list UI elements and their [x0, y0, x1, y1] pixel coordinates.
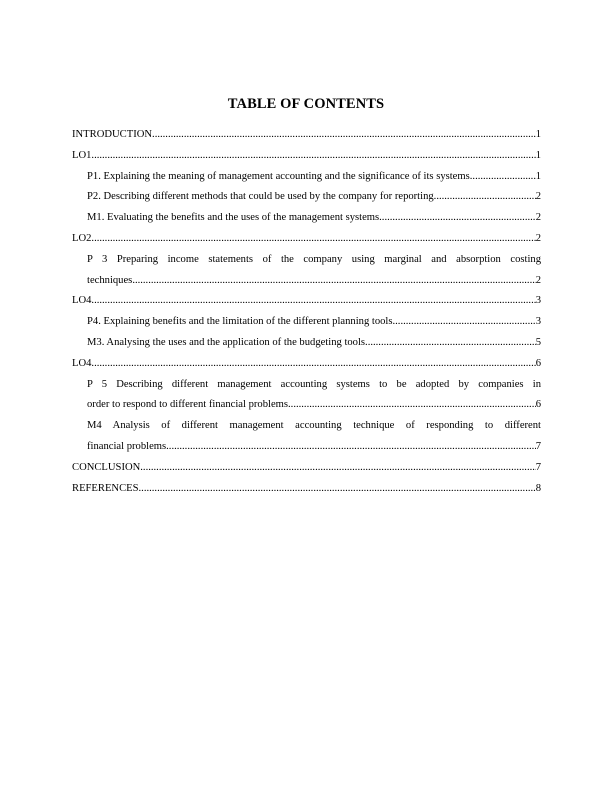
toc-entry-text: order to respond to different financial problems	[87, 399, 289, 411]
dot-leader	[139, 479, 536, 500]
dot-leader	[166, 437, 536, 458]
toc-page-number: 8	[535, 482, 541, 494]
toc-entry-text: techniques	[87, 274, 133, 286]
toc-entry-p5[interactable]	[72, 375, 541, 417]
toc-entry-m1[interactable]	[72, 208, 541, 229]
toc-entry-introduction[interactable]	[72, 125, 541, 146]
toc-entry-text: INTRODUCTION	[72, 129, 153, 140]
toc-entry-text: LO4	[72, 295, 92, 307]
dot-leader	[393, 312, 536, 333]
toc-page-number: 1	[535, 149, 541, 161]
toc-page-number: 6	[535, 357, 541, 369]
toc-title: TABLE OF CONTENTS	[227, 96, 385, 112]
toc-page-number: 2	[535, 212, 541, 224]
dot-leader	[132, 271, 535, 292]
toc-page-number: 2	[535, 274, 541, 286]
toc-entry-m3[interactable]	[72, 333, 541, 354]
toc-entry-conclusion[interactable]	[72, 458, 541, 479]
toc-entry-text: P2. Describing different methods that could be used by the company for reporting	[87, 191, 434, 203]
toc-entry-text: financial problems	[87, 440, 167, 452]
toc-entry-text: LO1	[72, 149, 92, 161]
dot-leader	[288, 395, 536, 416]
toc-entry-p4[interactable]	[72, 312, 541, 333]
toc-entry-text: P1. Explaining the meaning of management accounting and the significance of its systems	[87, 170, 470, 182]
toc-entry-text-line1: P 5 Describing different management accounting systems to be adopted by companies in	[87, 378, 541, 390]
toc-entry-lo2[interactable]	[72, 229, 541, 250]
toc-page-number: 2	[535, 232, 541, 244]
toc-entry-text-line1: P 3 Preparing income statements of the company using marginal and absorption costing	[87, 253, 541, 265]
toc-page-number: 1	[535, 170, 541, 182]
toc-page-number: 5	[535, 336, 541, 348]
dot-leader	[382, 208, 536, 229]
toc-entry-text: M1. Evaluating the benefits and the uses of the management systems.	[87, 212, 382, 224]
toc-entry-text: LO2	[72, 232, 92, 244]
dot-leader	[91, 291, 535, 312]
toc-entry-p3[interactable]	[72, 250, 541, 292]
toc-entry-p1[interactable]	[72, 167, 541, 188]
toc-entry-lo4-b[interactable]	[72, 354, 541, 375]
dot-leader	[91, 146, 535, 167]
toc-entry-text: P4. Explaining benefits and the limitation of the different planning tools	[87, 316, 393, 328]
toc-entry-text-line1: M4 Analysis of different management accounting technique of responding to different	[87, 420, 541, 432]
toc-page-number: 7	[535, 440, 541, 452]
toc-page-number: 1	[535, 129, 541, 140]
toc-page-number: 7	[535, 461, 541, 473]
toc-entry-text: CONCLUSION	[72, 461, 141, 473]
toc-entry-lo4-a[interactable]	[72, 291, 541, 312]
dot-leader	[91, 229, 535, 250]
toc-entry-text: M3. Analysing the uses and the application of the budgeting tools	[87, 336, 366, 348]
toc-entry-p2[interactable]	[72, 187, 541, 208]
toc-page-number: 3	[535, 316, 541, 328]
toc-entry-text: LO4	[72, 357, 92, 369]
dot-leader	[434, 187, 536, 208]
toc-list	[72, 125, 541, 499]
toc-entry-m4[interactable]	[72, 416, 541, 458]
dot-leader	[140, 458, 535, 479]
dot-leader	[470, 167, 536, 188]
toc-page-number: 2	[535, 191, 541, 203]
toc-entry-lo1[interactable]	[72, 146, 541, 167]
toc-page-number: 3	[535, 295, 541, 307]
dot-leader	[365, 333, 536, 354]
dot-leader	[91, 354, 535, 375]
toc-entry-references[interactable]	[72, 479, 541, 500]
dot-leader	[152, 125, 536, 146]
toc-entry-text: REFERENCES	[72, 482, 139, 494]
toc-page-number: 6	[535, 399, 541, 411]
